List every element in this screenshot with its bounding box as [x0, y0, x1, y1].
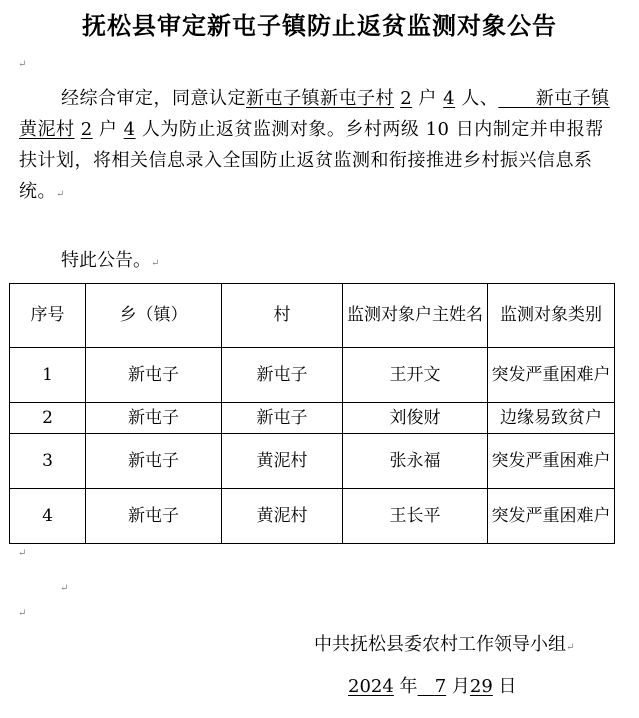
household-count-1: 2: [400, 88, 413, 109]
table-header-row: [10, 284, 615, 348]
cell-category: 突发严重困难户: [488, 489, 615, 544]
para-intro: 经综合审定，同意认定: [61, 88, 246, 109]
paragraph-mark-icon: ↵: [566, 642, 575, 653]
town-1: 新屯子镇: [246, 88, 320, 109]
cell-no: 3: [10, 434, 86, 489]
cell-town: 新屯子: [86, 348, 222, 403]
cell-village: 黄泥村: [222, 434, 343, 489]
town-2: 新屯子镇: [535, 88, 610, 109]
paragraph-mark-icon: ↵: [151, 258, 160, 269]
paragraph-mark-icon: ↵: [18, 548, 27, 559]
unit-hu-2: 户: [98, 119, 118, 140]
cell-name: 王开文: [343, 348, 488, 403]
cell-no: 2: [10, 403, 86, 434]
cell-category: 边缘易致贫户: [488, 403, 615, 434]
cell-name: 刘俊财: [343, 403, 488, 434]
table-row: [10, 348, 615, 403]
cell-town: 新屯子: [86, 403, 222, 434]
header-cell-no: 序号: [10, 284, 86, 348]
cell-village: 黄泥村: [222, 489, 343, 544]
cell-name: 王长平: [343, 489, 488, 544]
announce-text: 特此公告。: [61, 250, 151, 271]
people-count-2: 4: [123, 119, 136, 140]
signature-line: [314, 632, 574, 661]
paragraph-mark-icon: ↵: [60, 583, 69, 594]
document-title: 抚松县审定新屯子镇防止返贫监测对象公告: [82, 11, 557, 40]
people-count-1: 4: [443, 88, 456, 109]
paragraph-mark-icon: ↵: [56, 189, 65, 200]
table-row: [10, 489, 615, 544]
unit-ren-1: 人、: [461, 88, 499, 109]
date-year-unit: 年: [399, 676, 418, 697]
monitoring-table: [9, 283, 615, 544]
unit-hu-1: 户: [418, 88, 437, 109]
header-cell-town: 乡（镇）: [86, 284, 222, 348]
announce-line: [61, 248, 159, 277]
cell-no: 1: [10, 348, 86, 403]
header-cell-category: 监测对象类别: [488, 284, 615, 348]
signature-text: 中共抚松县委农村工作领导小组: [314, 634, 566, 655]
village-2: 黄泥村: [19, 119, 75, 140]
date-month: 7: [434, 676, 447, 697]
cell-name: 张永福: [343, 434, 488, 489]
date-month-unit: 月: [451, 676, 470, 697]
date-year: 2024: [348, 676, 394, 697]
cell-no: 4: [10, 489, 86, 544]
paragraph-mark-icon: ↵: [18, 59, 27, 70]
cell-town: 新屯子: [86, 489, 222, 544]
cell-category: 突发严重困难户: [488, 348, 615, 403]
header-cell-village: 村: [222, 284, 343, 348]
paragraph-mark-icon: ↵: [18, 608, 27, 619]
cell-town: 新屯子: [86, 434, 222, 489]
para-rest: 人为防止返贫监测对象。乡村两级 10 日内制定并申报帮扶计划，将相关信息录入全国防止返贫监测和衔接推进乡村振兴信息系统。: [19, 119, 604, 202]
household-count-2: 2: [80, 119, 93, 140]
cell-village: 新屯子: [222, 348, 343, 403]
cell-village: 新屯子: [222, 403, 343, 434]
date-day-unit: 日: [498, 676, 517, 697]
date-day: 29: [469, 676, 493, 697]
date-line: [348, 674, 517, 700]
village-1: 新屯子村: [320, 88, 394, 109]
table-row: [10, 403, 615, 434]
cell-category: 突发严重困难户: [488, 434, 615, 489]
notice-paragraph: [19, 83, 614, 210]
table-row: [10, 434, 615, 489]
header-cell-name: 监测对象户主姓名: [343, 284, 488, 348]
